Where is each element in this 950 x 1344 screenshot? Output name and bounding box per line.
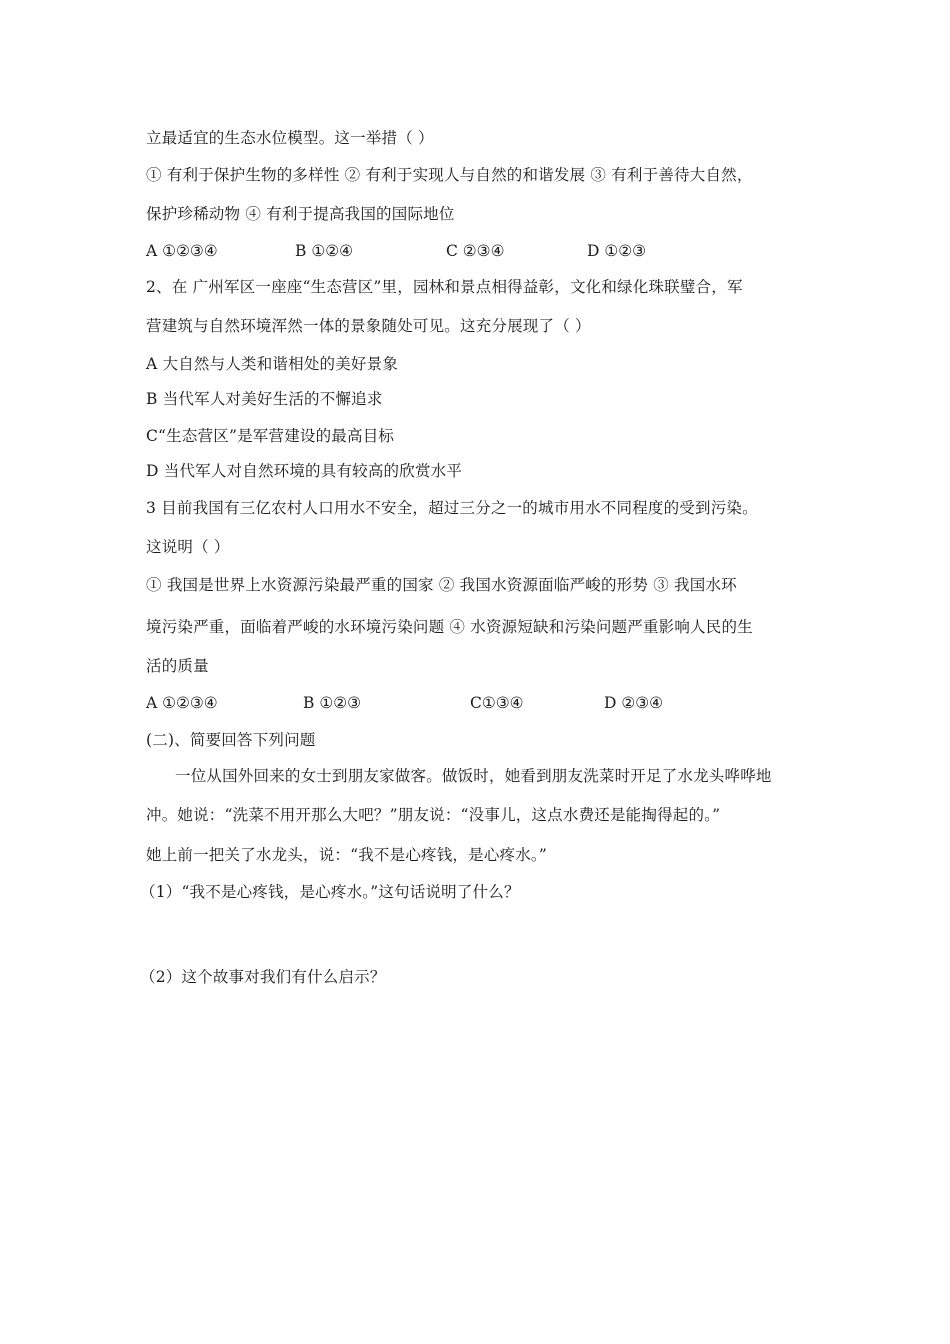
q1-option-c: C ②③④	[446, 242, 505, 260]
q3-option-c: C①③④	[470, 694, 524, 712]
q3-option-b: B ①②③	[303, 694, 362, 712]
q3-stem-line2: 这说明（ ）	[146, 538, 230, 556]
q3-statements-line1: ① 我国是世界上水资源污染最严重的国家 ② 我国水资源面临严峻的形势 ③ 我国水环	[146, 576, 737, 594]
q3-option-d: D ②③④	[604, 694, 664, 712]
q2-option-c: C“生态营区”是军营建设的最高目标	[146, 427, 395, 445]
story-line2: 冲。她说：“洗菜不用开那么大吧？”朋友说：“没事儿，这点水费还是能掏得起的。”	[146, 806, 721, 824]
q2-option-b: B 当代军人对美好生活的不懈追求	[146, 390, 383, 408]
q1-statements-line2: 保护珍稀动物 ④ 有利于提高我国的国际地位	[146, 205, 455, 223]
q2-stem-line2: 营建筑与自然环境浑然一体的景象随处可见。这充分展现了（ ）	[146, 317, 591, 335]
q1-option-b: B ①②④	[295, 242, 354, 260]
q1-stem-end: 立最适宜的生态水位模型。这一举措（ ）	[146, 129, 434, 147]
q1-statements-line1: ① 有利于保护生物的多样性 ② 有利于实现人与自然的和谐发展 ③ 有利于善待大自然，	[146, 166, 753, 184]
q2-option-a: A 大自然与人类和谐相处的美好景象	[146, 355, 399, 373]
q2-option-d: D 当代军人对自然环境的具有较高的欣赏水平	[146, 462, 463, 480]
q3-stem-line1: 3 目前我国有三亿农村人口用水不安全，超过三分之一的城市用水不同程度的受到污染。	[146, 499, 758, 517]
q3-statements-line3: 活的质量	[146, 657, 209, 675]
q1-option-a: A ①②③④	[146, 242, 218, 260]
story-line3: 她上前一把关了水龙头，说：“我不是心疼钱，是心疼水。”	[146, 846, 547, 864]
section2-heading: (二)、简要回答下列问题	[146, 731, 316, 749]
q3-statements-line2: 境污染严重，面临着严峻的水环境污染问题 ④ 水资源短缺和污染问题严重影响人民的生	[146, 618, 753, 636]
q2-stem-line1: 2、在 广州军区一座座“生态营区”里，园林和景点相得益彰，文化和绿化珠联璧合，军	[146, 278, 743, 296]
q1-option-d: D ①②③	[587, 242, 647, 260]
q3-option-a: A ①②③④	[146, 694, 218, 712]
story-line1: 一位从国外回来的女士到朋友家做客。做饭时，她看到朋友洗菜时开足了水龙头哗哗地	[175, 767, 772, 785]
answer-question-2: （2）这个故事对我们有什么启示？	[140, 968, 386, 986]
answer-question-1: （1）“我不是心疼钱，是心疼水。”这句话说明了什么？	[140, 883, 520, 901]
